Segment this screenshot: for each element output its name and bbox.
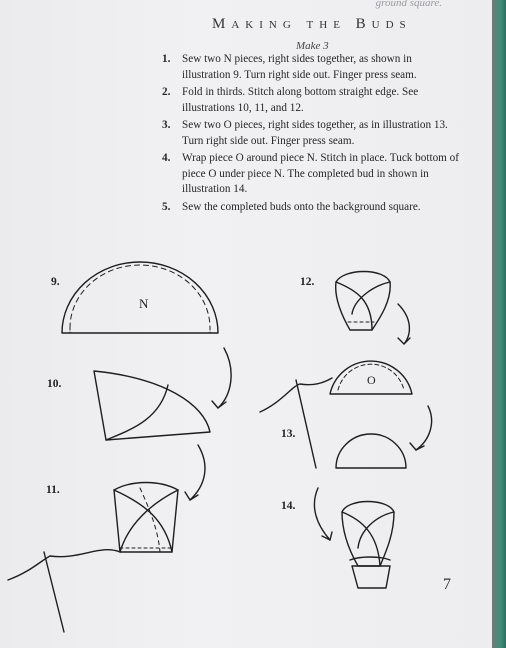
piece-o-label: O [367,373,376,387]
piece-n-label: N [139,296,149,311]
step-item: 1. Sew two N pieces, right sides together, as shown in illustration 9. Turn right side out. Finger press seam. [162,53,417,81]
section-title: Making the Buds [212,16,412,32]
figure-13-label: 13. [281,428,296,440]
bleed-through-text: ground square. [375,0,442,9]
background-edge [492,0,506,648]
arrow-to-13-icon [410,406,432,450]
step-item: 3. Sew two O pieces, right sides together, as in illustration 13. Turn right side out. Finger press seam. [162,119,448,147]
figure-14-label: 14. [281,500,296,512]
step-text: Sew the completed buds onto the background square. [182,200,421,213]
step-text: Sew two N pieces, right sides together, as shown in illustration 9. Turn right side out. Finger press seam. [182,53,417,81]
section-subtitle: Make 3 [296,40,329,52]
step-text: Wrap piece O around piece N. Stitch in place. Tuck bottom of piece O under piece N. The completed bud in shown in illustration 14. [182,152,459,195]
figure-9-label: 9. [51,276,60,288]
figure-11-label: 11. [46,484,60,496]
figure-14-completed-bud [342,502,394,589]
arrow-9-to-10-icon [212,348,231,408]
arrow-10-to-11-icon [185,445,205,500]
needle-thread-o-icon [260,378,332,468]
step-text: Fold in thirds. Stitch along bottom straight edge. See illustrations 10, 11, and 12. [182,86,419,114]
figure-13-half-circle [336,434,406,468]
step-item: 2. Fold in thirds. Stitch along bottom straight edge. See illustrations 10, 11, and 12. [162,86,419,114]
figure-12-rolled-bud [336,272,391,331]
figure-10-fold [94,371,210,440]
arrow-to-14-icon [314,488,332,540]
piece-o-semicircle [330,361,412,394]
step-item: 5. Sew the completed buds onto the background square. [162,200,421,213]
step-text: Sew two O pieces, right sides together, as in illustration 13. Turn right side out. Finger press seam. [182,119,448,147]
arrow-12-to-o-icon [398,304,410,344]
figure-9-semicircle [62,262,218,333]
figure-10-label: 10. [47,378,62,390]
figure-11-bud [114,483,178,553]
step-item: 4. Wrap piece O around piece N. Stitch in place. Tuck bottom of piece O under piece N. The completed bud in shown in illustration 14. [162,152,459,195]
page-number: 7 [443,576,451,593]
figure-12-label: 12. [300,276,315,288]
needle-thread-icon [8,550,120,632]
